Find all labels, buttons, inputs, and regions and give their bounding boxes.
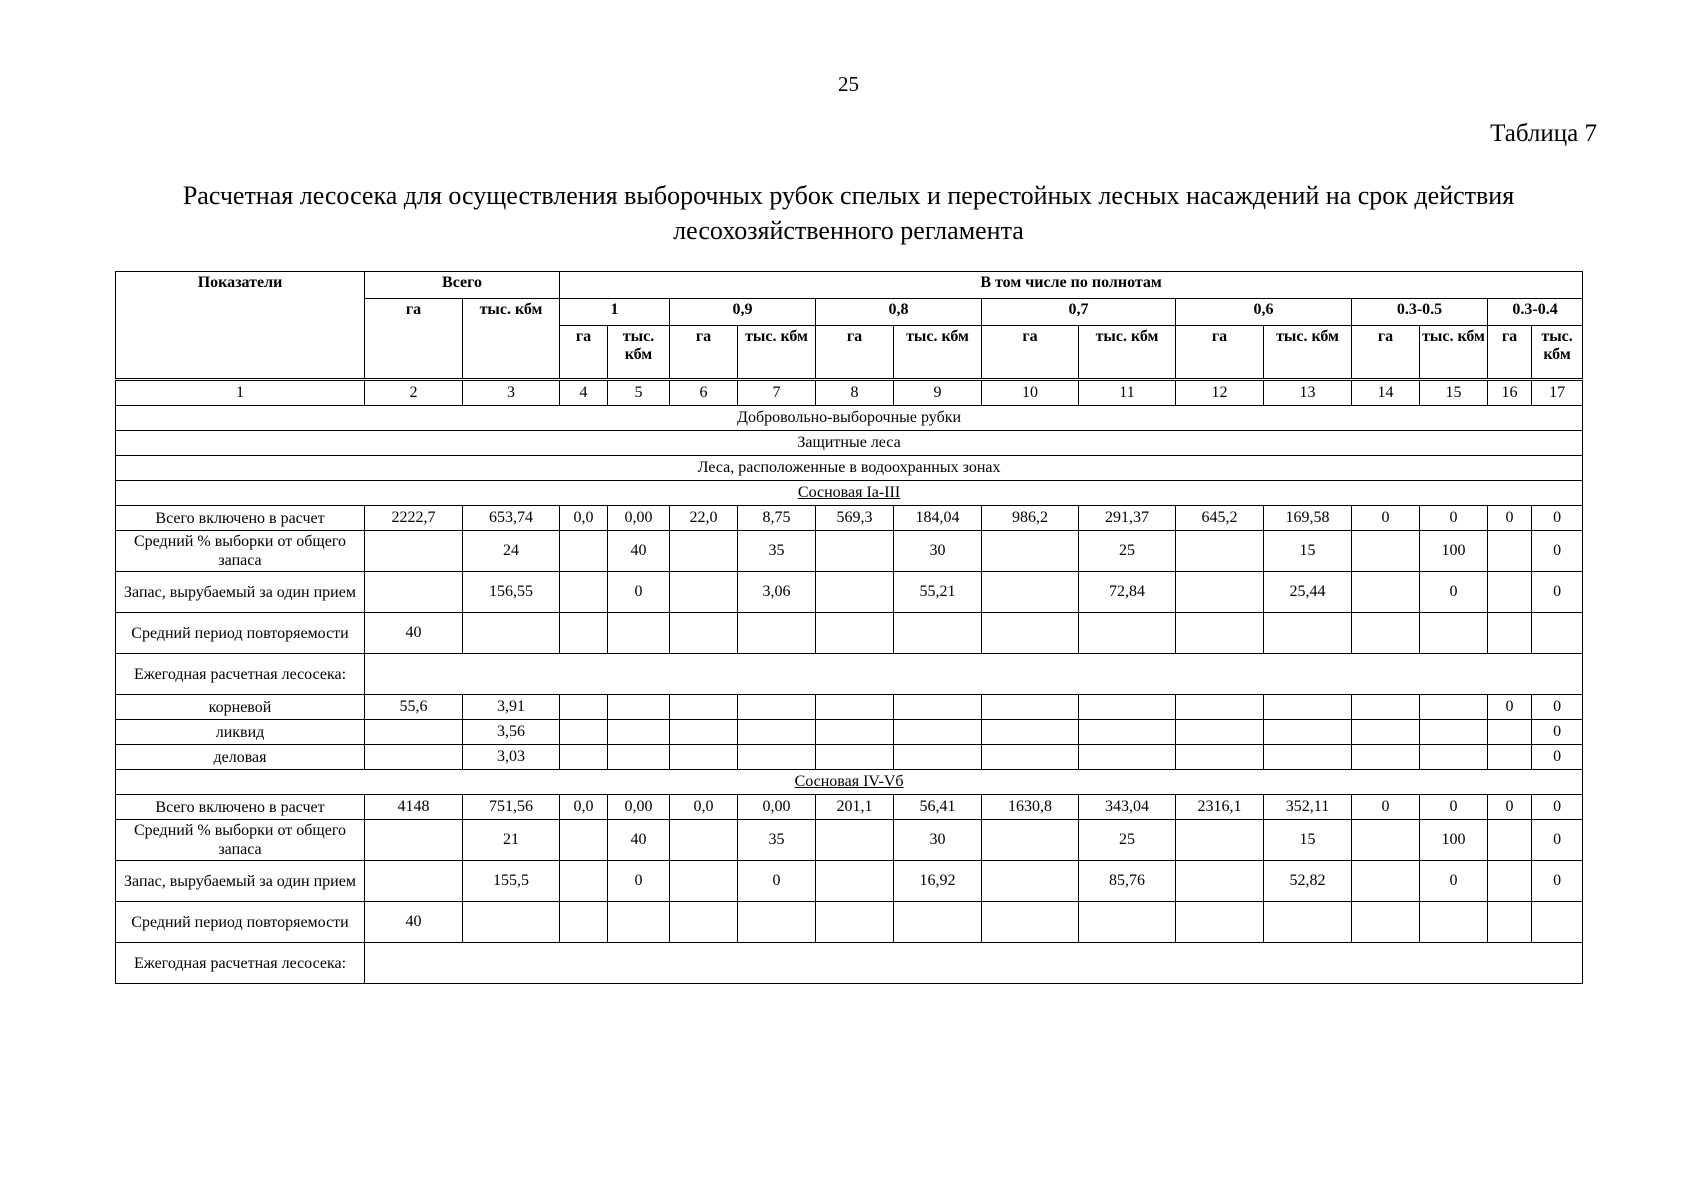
table-cell <box>608 720 670 745</box>
header-volume: тыс. кбм <box>738 326 816 380</box>
table-cell <box>894 720 982 745</box>
column-number: 11 <box>1079 380 1176 406</box>
table-cell: 201,1 <box>816 795 894 820</box>
table-cell: 56,41 <box>894 795 982 820</box>
table-cell <box>560 745 608 770</box>
column-number: 14 <box>1352 380 1420 406</box>
table-cell: 0 <box>1352 795 1420 820</box>
table-cell <box>463 902 560 943</box>
column-number: 9 <box>894 380 982 406</box>
table-cell <box>1079 720 1176 745</box>
header-total-volume: тыс. кбм <box>463 299 560 380</box>
table-cell: 0 <box>1488 506 1532 531</box>
table-cell <box>365 531 463 572</box>
table-row <box>116 572 1583 613</box>
table-cell: 0 <box>1420 861 1488 902</box>
table-label: Таблица 7 <box>1490 120 1597 147</box>
header-by-density: В том числе по полнотам <box>560 272 1583 299</box>
table-cell: 291,37 <box>1079 506 1176 531</box>
table-cell: 0 <box>1352 506 1420 531</box>
section-row <box>116 406 1583 431</box>
row-label: Всего включено в расчет <box>116 506 365 531</box>
row-label: корневой <box>116 695 365 720</box>
table-cell: 40 <box>365 902 463 943</box>
header-density: 0.3-0.4 <box>1488 299 1583 326</box>
table-cell: 40 <box>365 613 463 654</box>
table-cell <box>1352 861 1420 902</box>
table-cell: 0 <box>1532 695 1583 720</box>
header-total: Всего <box>365 272 560 299</box>
table-cell <box>1488 613 1532 654</box>
header-ha: га <box>816 326 894 380</box>
table-cell: 52,82 <box>1264 861 1352 902</box>
table-cell: 0,0 <box>670 795 738 820</box>
table-cell <box>608 613 670 654</box>
table-cell: 0 <box>1420 572 1488 613</box>
table-cell: 3,03 <box>463 745 560 770</box>
table-row <box>116 902 1583 943</box>
table-cell <box>560 902 608 943</box>
table-cell <box>1352 572 1420 613</box>
table-cell <box>982 531 1079 572</box>
table-cell <box>670 861 738 902</box>
table-cell: 645,2 <box>1176 506 1264 531</box>
table-cell: 35 <box>738 531 816 572</box>
table-cell <box>1176 695 1264 720</box>
header-density: 0,7 <box>982 299 1176 326</box>
table-cell <box>1420 745 1488 770</box>
table-cell <box>365 861 463 902</box>
table-cell <box>816 531 894 572</box>
header-volume: тыс. кбм <box>894 326 982 380</box>
header-ha: га <box>982 326 1079 380</box>
table-row <box>116 654 1583 695</box>
column-number: 10 <box>982 380 1079 406</box>
table-cell <box>670 820 738 861</box>
table-cell <box>1488 720 1532 745</box>
table-cell <box>894 745 982 770</box>
table-cell <box>1079 695 1176 720</box>
document-title: Расчетная лесосека для осуществления выборочных рубок спелых и перестойных лесных насаждений на срок действия лесохозяйственного регламента <box>182 181 1515 245</box>
table-cell <box>560 531 608 572</box>
table-cell: 55,21 <box>894 572 982 613</box>
table-cell: 352,11 <box>1264 795 1352 820</box>
table-row <box>116 745 1583 770</box>
table-cell <box>1264 745 1352 770</box>
table-cell <box>1352 820 1420 861</box>
table-cell: 40 <box>608 820 670 861</box>
table-cell <box>1352 695 1420 720</box>
column-numbers-row <box>116 380 1583 406</box>
table-cell <box>670 613 738 654</box>
table-cell <box>738 745 816 770</box>
table-cell <box>1352 720 1420 745</box>
table-row <box>116 531 1583 572</box>
table-cell <box>894 613 982 654</box>
table-cell <box>670 902 738 943</box>
table-cell <box>1420 613 1488 654</box>
table-cell <box>1532 613 1583 654</box>
group-title: Сосновая Iа-III <box>797 484 901 501</box>
table-cell: 21 <box>463 820 560 861</box>
table-cell <box>365 572 463 613</box>
table-cell <box>1532 902 1583 943</box>
section-title: Добровольно-выборочные рубки <box>116 406 1583 431</box>
header-density: 0,6 <box>1176 299 1352 326</box>
header-ha: га <box>560 326 608 380</box>
table-cell: 0 <box>608 861 670 902</box>
table-cell <box>1420 695 1488 720</box>
table-cell: 0 <box>608 572 670 613</box>
table-cell <box>816 695 894 720</box>
table-cell: 0 <box>1532 506 1583 531</box>
table-cell: 0 <box>1532 795 1583 820</box>
table-cell: 8,75 <box>738 506 816 531</box>
table-cell <box>670 745 738 770</box>
table-cell <box>608 902 670 943</box>
table-cell <box>982 820 1079 861</box>
header-volume: тыс. кбм <box>1264 326 1352 380</box>
row-label: Средний % выборки от общего запаса <box>116 531 365 572</box>
table-cell: 30 <box>894 531 982 572</box>
table-cell <box>1176 861 1264 902</box>
table-cell <box>816 720 894 745</box>
table-cell <box>670 695 738 720</box>
column-number: 12 <box>1176 380 1264 406</box>
table-cell <box>560 861 608 902</box>
table-cell: 169,58 <box>1264 506 1352 531</box>
table-cell <box>738 613 816 654</box>
table-cell <box>738 695 816 720</box>
table-cell: 3,06 <box>738 572 816 613</box>
table-cell <box>1176 720 1264 745</box>
table-cell: 85,76 <box>1079 861 1176 902</box>
table-cell: 22,0 <box>670 506 738 531</box>
table-cell: 184,04 <box>894 506 982 531</box>
table-cell: 40 <box>608 531 670 572</box>
table-cell: 156,55 <box>463 572 560 613</box>
table-cell <box>1264 720 1352 745</box>
table-cell <box>1488 820 1532 861</box>
table-cell <box>1176 531 1264 572</box>
logging-table <box>115 271 1583 984</box>
column-number: 4 <box>560 380 608 406</box>
table-cell <box>1079 902 1176 943</box>
row-label: Ежегодная расчетная лесосека: <box>116 943 365 984</box>
header-density: 0.3-0.5 <box>1352 299 1488 326</box>
table-cell: 15 <box>1264 531 1352 572</box>
table-row <box>116 720 1583 745</box>
table-row <box>116 943 1583 984</box>
table-cell: 1630,8 <box>982 795 1079 820</box>
table-cell <box>1264 613 1352 654</box>
header-volume: тыс. кбм <box>1420 326 1488 380</box>
table-cell <box>608 745 670 770</box>
column-number: 2 <box>365 380 463 406</box>
table-cell <box>1176 902 1264 943</box>
section-title: Леса, расположенные в водоохранных зонах <box>116 456 1583 481</box>
table-cell <box>894 902 982 943</box>
page-number: 25 <box>838 72 859 96</box>
table-cell <box>463 613 560 654</box>
table-row <box>116 795 1583 820</box>
table-cell: 0,0 <box>560 795 608 820</box>
header-ha: га <box>1176 326 1264 380</box>
column-number: 8 <box>816 380 894 406</box>
table-cell <box>894 695 982 720</box>
table-cell <box>1079 613 1176 654</box>
table-row <box>116 506 1583 531</box>
table-cell: 30 <box>894 820 982 861</box>
column-number: 13 <box>1264 380 1352 406</box>
table-cell <box>816 745 894 770</box>
table-cell: 0 <box>1420 795 1488 820</box>
table-cell <box>560 572 608 613</box>
table-cell: 15 <box>1264 820 1352 861</box>
header-ha: га <box>670 326 738 380</box>
table-cell <box>1420 902 1488 943</box>
table-cell <box>1176 745 1264 770</box>
table-cell: 100 <box>1420 531 1488 572</box>
header-density: 1 <box>560 299 670 326</box>
table-cell: 3,56 <box>463 720 560 745</box>
column-number: 1 <box>116 380 365 406</box>
header-ha: га <box>1488 326 1532 380</box>
table-cell: 2316,1 <box>1176 795 1264 820</box>
table-cell <box>816 820 894 861</box>
header-volume: тыс. кбм <box>1079 326 1176 380</box>
table-cell <box>1264 695 1352 720</box>
table-cell: 0 <box>738 861 816 902</box>
table-cell <box>1488 572 1532 613</box>
table-cell <box>1264 902 1352 943</box>
table-cell <box>1488 531 1532 572</box>
table-cell <box>560 820 608 861</box>
table-cell <box>982 572 1079 613</box>
table-cell: 35 <box>738 820 816 861</box>
table-cell: 155,5 <box>463 861 560 902</box>
table-cell: 25,44 <box>1264 572 1352 613</box>
table-cell: 0,00 <box>738 795 816 820</box>
table-cell: 343,04 <box>1079 795 1176 820</box>
table-cell: 0 <box>1488 795 1532 820</box>
row-label: Всего включено в расчет <box>116 795 365 820</box>
table-row <box>116 820 1583 861</box>
row-label: Запас, вырубаемый за один прием <box>116 572 365 613</box>
table-cell: 0 <box>1532 531 1583 572</box>
header-volume: тыс. кбм <box>1532 326 1583 380</box>
table-cell: 569,3 <box>816 506 894 531</box>
table-cell <box>608 695 670 720</box>
header-indicators: Показатели <box>116 272 365 380</box>
table-cell <box>1352 531 1420 572</box>
table-cell: 0 <box>1420 506 1488 531</box>
table-cell <box>982 613 1079 654</box>
row-label: Средний % выборки от общего запаса <box>116 820 365 861</box>
table-cell: 25 <box>1079 531 1176 572</box>
row-label: деловая <box>116 745 365 770</box>
column-number: 5 <box>608 380 670 406</box>
header-density: 0,8 <box>816 299 982 326</box>
group-title: Сосновая IV-Vб <box>794 773 904 790</box>
table-cell <box>365 745 463 770</box>
table-cell <box>560 720 608 745</box>
header-volume: тыс. кбм <box>608 326 670 380</box>
table-cell <box>982 695 1079 720</box>
header-ha: га <box>1352 326 1420 380</box>
table-cell: 0 <box>1532 572 1583 613</box>
section-title: Защитные леса <box>116 431 1583 456</box>
table-cell: 0,00 <box>608 506 670 531</box>
table-cell <box>1352 745 1420 770</box>
table-cell <box>816 572 894 613</box>
group-row <box>116 481 1583 506</box>
table-row <box>116 613 1583 654</box>
column-number: 7 <box>738 380 816 406</box>
table-cell: 0 <box>1532 861 1583 902</box>
table-cell: 2222,7 <box>365 506 463 531</box>
table-cell <box>560 695 608 720</box>
table-cell <box>1079 745 1176 770</box>
column-number: 6 <box>670 380 738 406</box>
table-cell: 55,6 <box>365 695 463 720</box>
row-label: Средний период повторяемости <box>116 613 365 654</box>
table-cell: 3,91 <box>463 695 560 720</box>
row-label: ликвид <box>116 720 365 745</box>
table-cell <box>670 572 738 613</box>
table-cell <box>365 820 463 861</box>
table-cell <box>816 861 894 902</box>
table-cell <box>1176 820 1264 861</box>
row-label: Ежегодная расчетная лесосека: <box>116 654 365 695</box>
table-cell <box>982 720 1079 745</box>
column-number: 15 <box>1420 380 1488 406</box>
table-cell <box>670 720 738 745</box>
table-cell: 25 <box>1079 820 1176 861</box>
table-cell <box>1176 613 1264 654</box>
table-cell: 0,0 <box>560 506 608 531</box>
table-cell <box>738 720 816 745</box>
row-label: Средний период повторяемости <box>116 902 365 943</box>
section-row <box>116 456 1583 481</box>
section-row <box>116 431 1583 456</box>
table-cell <box>982 861 1079 902</box>
table-cell: 100 <box>1420 820 1488 861</box>
table-row <box>116 861 1583 902</box>
table-cell <box>560 613 608 654</box>
table-cell <box>816 902 894 943</box>
table-cell <box>738 902 816 943</box>
column-number: 17 <box>1532 380 1583 406</box>
table-cell <box>670 531 738 572</box>
table-cell <box>1176 572 1264 613</box>
table-cell <box>1352 902 1420 943</box>
table-cell <box>365 720 463 745</box>
header-density: 0,9 <box>670 299 816 326</box>
table-cell <box>1420 720 1488 745</box>
table-cell <box>982 745 1079 770</box>
table-cell: 0 <box>1532 820 1583 861</box>
header-total-ha: га <box>365 299 463 380</box>
table-cell: 72,84 <box>1079 572 1176 613</box>
table-cell: 4148 <box>365 795 463 820</box>
table-cell: 986,2 <box>982 506 1079 531</box>
table-cell: 16,92 <box>894 861 982 902</box>
row-label: Запас, вырубаемый за один прием <box>116 861 365 902</box>
table-cell: 751,56 <box>463 795 560 820</box>
table-cell <box>982 902 1079 943</box>
group-row <box>116 770 1583 795</box>
table-cell: 653,74 <box>463 506 560 531</box>
table-cell <box>1488 745 1532 770</box>
column-number: 3 <box>463 380 560 406</box>
table-cell <box>1488 861 1532 902</box>
column-number: 16 <box>1488 380 1532 406</box>
table-cell <box>1352 613 1420 654</box>
table-cell <box>1488 902 1532 943</box>
table-row <box>116 695 1583 720</box>
table-cell: 0,00 <box>608 795 670 820</box>
table-cell: 0 <box>1532 720 1583 745</box>
table-cell: 0 <box>1488 695 1532 720</box>
table-cell: 24 <box>463 531 560 572</box>
table-cell: 0 <box>1532 745 1583 770</box>
table-cell <box>816 613 894 654</box>
